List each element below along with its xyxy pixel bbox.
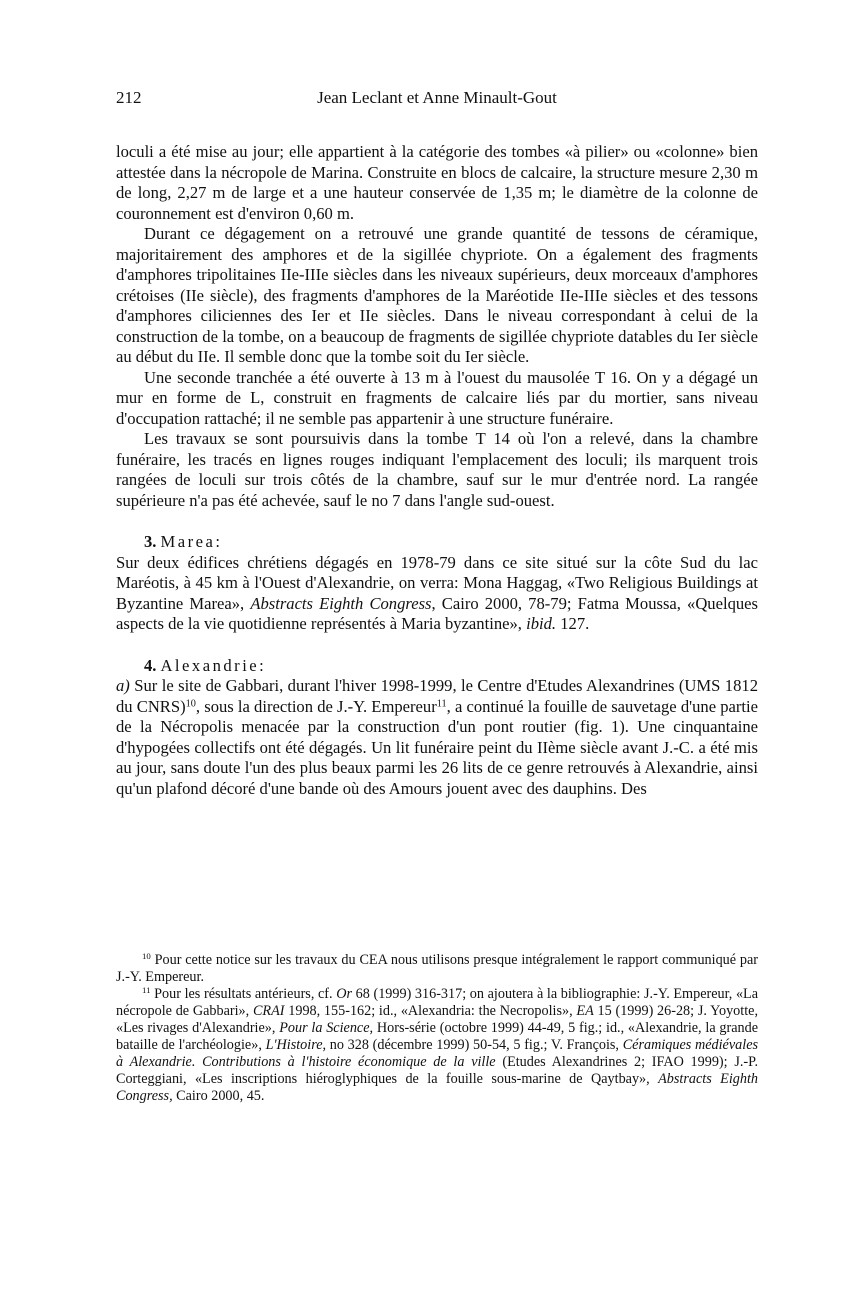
section-title: Alexandrie: <box>160 655 267 675</box>
italic-run: Or <box>336 986 352 1002</box>
footnote-11 <box>116 986 758 1105</box>
section-alexandrie <box>116 656 758 800</box>
text-run: 15 (1999) 26-28; J. Yoyotte, «Les rivages d'Alexandrie», <box>116 1003 758 1036</box>
italic-run: Céramiques médiévales à Alexandrie. Contributions à l'histoire économique de la ville <box>116 1037 759 1070</box>
section-heading <box>116 532 758 553</box>
section-title: Marea: <box>160 532 223 551</box>
section-number: 3. <box>144 532 157 551</box>
italic-run: L'Histoire, <box>265 1037 327 1053</box>
section-marea <box>116 532 758 635</box>
italic-run: EA <box>576 1003 594 1019</box>
text-run: (Etudes Alexandrines 2; IFAO 1999); J.-P. Corteggiani, «Les inscriptions hiéroglyphiques de la fouille sous-marine de Qaytbay», <box>116 1054 758 1087</box>
footnote-ref[interactable]: 11 <box>436 697 447 709</box>
text-run: 127. <box>560 614 590 633</box>
main-text <box>116 142 758 799</box>
footnote-number: 10 <box>142 951 151 962</box>
paragraph-tomb-t14: Les travaux se sont poursuivis dans la tombe T 14 où l'on a relevé, dans la chambre funéraire, les tracés en lignes rouges indiquant l'emplacement des loculi; ils marquent trois rangées de loculi sur trois côtés de la chambre, sauf sur le mur d'entrée nord. La rangée supérieure n'a pas été achevée, sauf le no 7 dans l'angle sud-ouest. <box>116 429 758 510</box>
text-run: Hors-série (octobre 1999) 44-49, 5 fig.; id., «Alexandrie, la grande bataille de l'archéologie», <box>116 1020 759 1053</box>
footnote-text: Pour cette notice sur les travaux du CEA nous utilisons presque intégralement le rapport communiqué par J.-Y. Empereur. <box>116 952 759 985</box>
paragraph-loculi: loculi a été mise au jour; elle appartient à la catégorie des tombes «à pilier» ou «colonne» bien attestée dans la nécropole de Marina. Construite en blocs de calcaire, la structure mesure 2,30 m de long, 2,27 m de large et a une hauteur conservée de 1,35 m; le diamètre de la colonne de couronnement est d'environ 0,60 m. <box>116 142 758 223</box>
footnotes <box>116 952 758 1105</box>
text-run: 68 (1999) 316-317; on ajoutera à la bibliographie: J.-Y. Empereur, «La nécropole de Gabbari», <box>116 986 759 1019</box>
text-run: , Cairo 2000, 78-79; Fatma Moussa, «Quelques aspects de la vie quotidienne représentés à Maria byzantine», <box>116 593 758 633</box>
text-run: Sur le site de Gabbari, durant l'hiver 1998-1999, le Centre d'Etudes Alexandrines (UMS 1812 du CNRS) <box>116 676 758 716</box>
footnote-ref[interactable]: 10 <box>185 697 196 709</box>
page-number: 212 <box>116 88 142 107</box>
text-run: Pour les résultats antérieurs, cf. <box>154 986 333 1002</box>
paragraph-second-trench: Une seconde tranchée a été ouverte à 13 m à l'ouest du mausolée T 16. On y a dégagé un mur en forme de L, construit en fragments de calcaire liés par du mortier, sans niveau d'occupation rattaché; il ne semble pas appartenir à une structure funéraire. <box>116 367 758 428</box>
footnote-10 <box>116 952 758 986</box>
text-run: Sur deux édifices chrétiens dégagés en 1978-79 dans ce site situé sur la côte Sud du lac Maréotis, à 45 km à l'Ouest d'Alexandrie, on verra: Mona Haggag, «Two Religious Buildings at Byzantine Marea», <box>116 552 758 613</box>
text-run: Cairo 2000, 45. <box>176 1088 265 1104</box>
section-text <box>116 676 758 799</box>
text-run: 1998, 155-162; id., «Alexandria: the Necropolis», <box>288 1003 573 1019</box>
footnote-number: 11 <box>142 985 151 996</box>
text-run: , sous la direction de J.-Y. Empereur <box>195 696 437 716</box>
italic-run: Abstracts Eighth Congress <box>250 593 432 613</box>
paragraph-ceramics: Durant ce dégagement on a retrouvé une grande quantité de tessons de céramique, majoritairement des amphores et de la sigillée chypriote. On a également des fragments d'amphores tripolitaines IIe-IIIe siècles dans les niveaux supérieurs, deux morceaux d'amphores crétoises (IIe siècle), des fragments d'amphores de la Maréotide IIe-IIIe siècles et des tessons d'amphores ciliciennes des Ier et IIe siècles. Dans le niveau correspondant à celui de la construction de la tombe, on a beaucoup de fragments de sigillée chypriote datables du Ier siècle au début du IIe. Il semble donc que la tombe soit du Ier siècle. <box>116 224 758 366</box>
section-text <box>116 553 758 635</box>
italic-run: CRAI <box>252 1003 285 1019</box>
text-run: , a continué la fouille de sauvetage d'une partie de la Nécropolis menacée par la construction d'un pont routier (fig. 1). Une cinquantaine d'hypogées collectifs ont été dégagés. Un lit funéraire peint du IIème siècle avant J.-C. a été mis au jour, sans doute l'un des plus beaux parmi les 26 lits de ce genre retrouvés à Alexandrie, ainsi qu'un plafond décoré d'une bande où des Amours jouent avec des dauphins. Des <box>116 696 758 798</box>
text-run: no 328 (décembre 1999) 50-54, 5 fig.; V. François, <box>329 1037 619 1053</box>
section-number: 4. <box>144 655 157 675</box>
italic-run: ibid. <box>526 614 557 633</box>
section-heading <box>116 656 758 677</box>
italic-run: Abstracts Eighth Congress, <box>116 1071 758 1104</box>
italic-run: Pour la Science, <box>279 1020 374 1036</box>
item-label: a) <box>116 676 130 695</box>
running-title: Jean Leclant et Anne Minault-Gout <box>317 88 557 107</box>
page-header <box>116 88 758 112</box>
